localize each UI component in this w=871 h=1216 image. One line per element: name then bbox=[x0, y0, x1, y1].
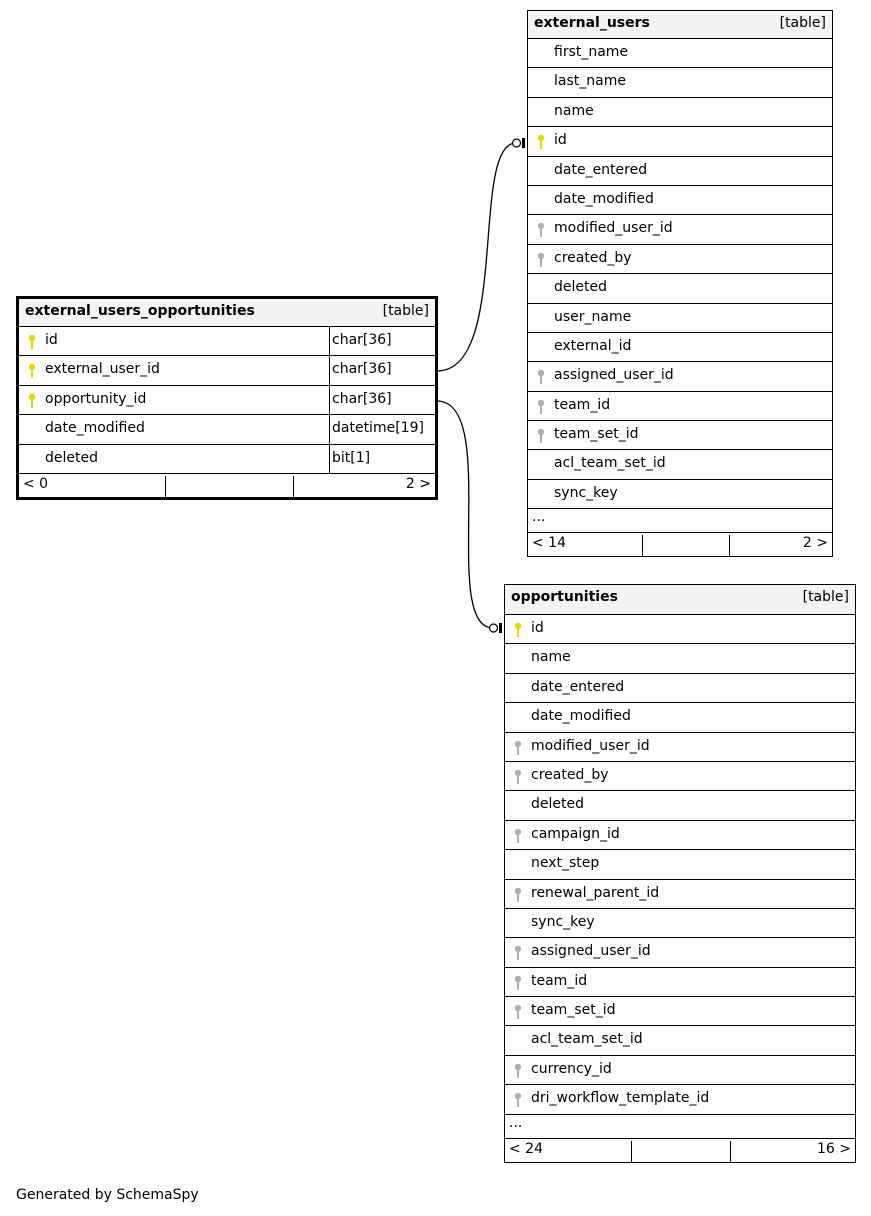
column-row[interactable] bbox=[505, 997, 855, 1026]
column-name: renewal_parent_id bbox=[531, 884, 660, 901]
link-external-user-one-marker bbox=[522, 138, 525, 148]
column-row[interactable] bbox=[528, 362, 832, 391]
table-footer bbox=[19, 474, 435, 497]
column-name: sync_key bbox=[554, 484, 618, 501]
foreign-key-icon bbox=[537, 428, 545, 444]
footer-divider bbox=[730, 1141, 731, 1162]
table-footer bbox=[505, 1139, 855, 1162]
column-row[interactable] bbox=[528, 127, 832, 156]
table-type: [table] bbox=[779, 15, 826, 31]
table-header bbox=[19, 299, 435, 327]
column-type: char[36] bbox=[332, 390, 392, 407]
link-opportunity-one-marker bbox=[499, 623, 502, 633]
table-name[interactable]: opportunities bbox=[511, 589, 618, 605]
column-row[interactable] bbox=[19, 415, 435, 444]
column-row[interactable] bbox=[505, 615, 855, 644]
column-name: modified_user_id bbox=[554, 220, 673, 237]
column-row[interactable] bbox=[528, 392, 832, 421]
more-columns-ellipsis bbox=[505, 1115, 855, 1139]
column-name: created_by bbox=[531, 766, 609, 783]
foreign-key-icon bbox=[514, 1092, 522, 1108]
column-name: modified_user_id bbox=[531, 737, 650, 754]
parent-count[interactable]: < 24 bbox=[509, 1140, 543, 1157]
foreign-key-icon bbox=[514, 769, 522, 785]
column-row[interactable] bbox=[505, 762, 855, 791]
link-external-user-optional-marker bbox=[513, 139, 521, 147]
column-row[interactable] bbox=[505, 644, 855, 673]
column-name: created_by bbox=[554, 249, 632, 266]
column-row[interactable] bbox=[505, 850, 855, 879]
table-external-users[interactable] bbox=[527, 10, 833, 557]
foreign-key-icon bbox=[514, 1063, 522, 1079]
column-row[interactable] bbox=[505, 791, 855, 820]
column-row[interactable] bbox=[505, 1026, 855, 1055]
link-opportunity bbox=[437, 401, 493, 628]
table-footer bbox=[528, 533, 832, 556]
column-row[interactable] bbox=[528, 480, 832, 509]
column-row[interactable] bbox=[505, 821, 855, 850]
link-opportunity-optional-marker bbox=[490, 624, 498, 632]
column-name: assigned_user_id bbox=[531, 943, 651, 960]
column-type: datetime[19] bbox=[332, 420, 424, 437]
column-name: acl_team_set_id bbox=[554, 455, 666, 472]
column-row[interactable] bbox=[505, 733, 855, 762]
footer-divider bbox=[165, 476, 166, 497]
parent-count[interactable]: < 14 bbox=[532, 535, 566, 552]
column-row[interactable] bbox=[505, 968, 855, 997]
column-row[interactable] bbox=[528, 68, 832, 97]
column-row[interactable] bbox=[528, 157, 832, 186]
generated-by-label: Generated by SchemaSpy bbox=[16, 1187, 199, 1203]
footer-divider bbox=[631, 1141, 632, 1162]
column-name: team_id bbox=[554, 396, 611, 413]
column-name: dri_workflow_template_id bbox=[531, 1090, 710, 1107]
child-count[interactable]: 16 > bbox=[817, 1140, 851, 1157]
column-row[interactable] bbox=[505, 1085, 855, 1114]
foreign-key-icon bbox=[514, 975, 522, 991]
foreign-key-icon bbox=[514, 887, 522, 903]
column-name: external_id bbox=[554, 337, 632, 354]
footer-divider bbox=[729, 535, 730, 556]
column-row[interactable] bbox=[505, 880, 855, 909]
column-row[interactable] bbox=[528, 450, 832, 479]
column-row[interactable] bbox=[505, 938, 855, 967]
column-name: first_name bbox=[554, 44, 629, 60]
ellipsis-text: ... bbox=[509, 1114, 523, 1131]
column-name: currency_id bbox=[531, 1060, 612, 1077]
foreign-key-icon bbox=[514, 828, 522, 844]
table-name[interactable]: external_users_opportunities bbox=[25, 303, 255, 319]
column-row[interactable] bbox=[528, 274, 832, 303]
child-count[interactable]: 2 > bbox=[802, 535, 828, 552]
column-name: deleted bbox=[45, 449, 98, 466]
foreign-key-icon bbox=[537, 252, 545, 268]
column-type: char[36] bbox=[332, 361, 392, 378]
foreign-key-icon bbox=[537, 369, 545, 385]
column-row[interactable] bbox=[528, 186, 832, 215]
column-row[interactable] bbox=[528, 215, 832, 244]
column-name: team_set_id bbox=[531, 1002, 616, 1019]
column-name: team_set_id bbox=[554, 426, 639, 443]
column-name: team_id bbox=[531, 972, 588, 989]
column-name: id bbox=[554, 132, 567, 149]
parent-count[interactable]: < 0 bbox=[23, 475, 49, 492]
primary-key-icon bbox=[514, 622, 522, 638]
column-type: char[36] bbox=[332, 332, 392, 348]
column-name: acl_team_set_id bbox=[531, 1031, 643, 1048]
primary-key-icon bbox=[28, 393, 36, 409]
column-row[interactable] bbox=[19, 386, 435, 415]
column-name: sync_key bbox=[531, 913, 595, 930]
column-name: id bbox=[45, 332, 58, 348]
column-name: date_modified bbox=[45, 420, 145, 437]
column-divider bbox=[329, 415, 330, 443]
column-row[interactable] bbox=[528, 39, 832, 68]
column-name: campaign_id bbox=[531, 825, 620, 842]
column-name: name bbox=[554, 102, 594, 119]
column-name: date_entered bbox=[554, 161, 648, 178]
column-name: last_name bbox=[554, 73, 626, 90]
primary-key-icon bbox=[28, 334, 36, 350]
column-name: date_modified bbox=[554, 190, 654, 207]
table-header bbox=[505, 585, 855, 615]
link-external-user bbox=[437, 143, 516, 371]
column-row[interactable] bbox=[505, 703, 855, 732]
more-columns-ellipsis bbox=[528, 509, 832, 533]
table-type: [table] bbox=[802, 589, 849, 605]
column-row[interactable] bbox=[528, 304, 832, 333]
column-name: date_entered bbox=[531, 678, 625, 695]
foreign-key-icon bbox=[514, 740, 522, 756]
column-name: deleted bbox=[554, 279, 607, 296]
column-row[interactable] bbox=[19, 356, 435, 385]
column-row[interactable] bbox=[19, 327, 435, 356]
column-row[interactable] bbox=[528, 98, 832, 127]
foreign-key-icon bbox=[537, 222, 545, 238]
ellipsis-text: ... bbox=[532, 509, 546, 526]
column-row[interactable] bbox=[19, 445, 435, 474]
column-type: bit[1] bbox=[332, 449, 371, 466]
column-row[interactable] bbox=[528, 245, 832, 274]
column-divider bbox=[329, 327, 330, 355]
table-external-users-opportunities[interactable] bbox=[16, 296, 438, 500]
foreign-key-icon bbox=[514, 945, 522, 961]
column-name: assigned_user_id bbox=[554, 367, 674, 384]
column-row[interactable] bbox=[528, 333, 832, 362]
footer-divider bbox=[642, 535, 643, 556]
table-header bbox=[528, 11, 832, 39]
table-opportunities[interactable] bbox=[504, 584, 856, 1163]
column-name: name bbox=[531, 649, 571, 666]
column-divider bbox=[329, 386, 330, 414]
primary-key-icon bbox=[537, 134, 545, 150]
foreign-key-icon bbox=[537, 399, 545, 415]
primary-key-icon bbox=[28, 363, 36, 379]
foreign-key-icon bbox=[514, 1004, 522, 1020]
column-name: next_step bbox=[531, 855, 600, 872]
column-name: id bbox=[531, 620, 544, 636]
column-name: date_modified bbox=[531, 708, 631, 725]
column-name: opportunity_id bbox=[45, 390, 147, 407]
column-name: user_name bbox=[554, 308, 632, 325]
table-type: [table] bbox=[382, 303, 429, 319]
column-divider bbox=[329, 445, 330, 473]
column-row[interactable] bbox=[505, 674, 855, 703]
column-row[interactable] bbox=[505, 909, 855, 938]
column-row[interactable] bbox=[505, 1056, 855, 1085]
column-name: external_user_id bbox=[45, 361, 160, 378]
table-name[interactable]: external_users bbox=[534, 15, 650, 31]
footer-divider bbox=[293, 476, 294, 497]
column-row[interactable] bbox=[528, 421, 832, 450]
child-count[interactable]: 2 > bbox=[405, 475, 431, 492]
column-name: deleted bbox=[531, 796, 584, 813]
column-divider bbox=[329, 356, 330, 384]
